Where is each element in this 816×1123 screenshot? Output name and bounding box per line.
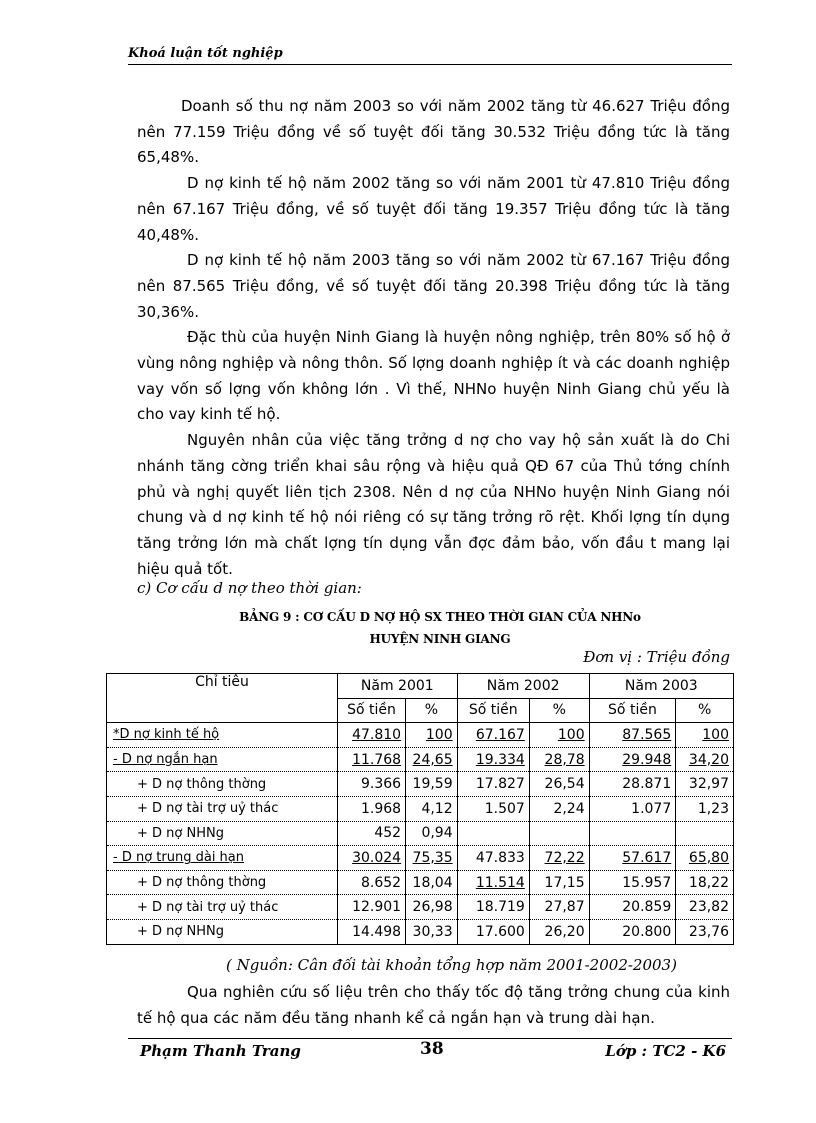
table-title xyxy=(180,606,700,650)
cell: 100 xyxy=(676,723,734,748)
cell xyxy=(589,821,676,846)
cell: 72,22 xyxy=(529,846,589,871)
cell: 24,65 xyxy=(406,747,458,772)
table-source: ( Nguồn: Cân đối tài khoản tổng hợp năm 2001-2002-2003) xyxy=(226,956,677,974)
cell: 18.719 xyxy=(457,895,529,920)
cell: 15.957 xyxy=(589,870,676,895)
cell: 17,15 xyxy=(529,870,589,895)
page-number: 38 xyxy=(420,1039,444,1059)
table-row xyxy=(107,846,734,871)
cell: 32,97 xyxy=(676,772,734,797)
cell: 65,80 xyxy=(676,846,734,871)
cell: 4,12 xyxy=(406,796,458,821)
table-row xyxy=(107,747,734,772)
paragraph: Đặc thù của huyện Ninh Giang là huyện nông nghiệp, trên 80% số hộ ở vùng nông nghiệp và nông thôn. Số lợng doanh nghiệp ít và các doanh nghiệp vay vốn số lợng vốn không lớn . Vì thế, NHNo huyện Ninh Giang chủ yếu là cho vay kinh tế hộ. xyxy=(137,328,730,424)
table-row xyxy=(107,919,734,944)
cell: 452 xyxy=(338,821,406,846)
cell: 57.617 xyxy=(589,846,676,871)
table-unit: Đơn vị : Triệu đồng xyxy=(583,648,730,666)
cell: 30,33 xyxy=(406,919,458,944)
cell xyxy=(457,821,529,846)
cell: 11.514 xyxy=(457,870,529,895)
cell: 75,35 xyxy=(406,846,458,871)
paragraph: Qua nghiên cứu số liệu trên cho thấy tốc độ tăng trởng chung của kinh tế hộ qua các năm đều tăng nhanh kể cả ngắn hạn và trung dài hạn. xyxy=(137,983,730,1027)
year-header: Năm 2002 xyxy=(457,674,589,699)
percent-header: % xyxy=(406,698,458,723)
percent-header: % xyxy=(529,698,589,723)
row-label: + D nợ tài trợ uỷ thác xyxy=(107,895,338,920)
cell: 47.833 xyxy=(457,846,529,871)
conclusion-text xyxy=(137,980,730,1031)
table-row xyxy=(107,796,734,821)
table-row xyxy=(107,870,734,895)
cell: 1.507 xyxy=(457,796,529,821)
row-label: *D nợ kinh tế hộ xyxy=(107,723,338,748)
cell: 9.366 xyxy=(338,772,406,797)
table-row xyxy=(107,821,734,846)
cell: 87.565 xyxy=(589,723,676,748)
row-label: + D nợ NHNg xyxy=(107,919,338,944)
cell: 1.077 xyxy=(589,796,676,821)
cell: 0,94 xyxy=(406,821,458,846)
row-label: + D nợ tài trợ uỷ thác xyxy=(107,796,338,821)
amount-header: Số tiền xyxy=(457,698,529,723)
page-header xyxy=(128,44,732,65)
cell: 26,20 xyxy=(529,919,589,944)
row-label: + D nợ NHNg xyxy=(107,821,338,846)
cell: 8.652 xyxy=(338,870,406,895)
cell: 17.600 xyxy=(457,919,529,944)
paragraph: D nợ kinh tế hộ năm 2002 tăng so với năm 2001 từ 47.810 Triệu đồng nên 67.167 Triệu đồng, về số tuyệt đối tăng 19.357 Triệu đồng tức là tăng 40,48%. xyxy=(137,174,730,244)
cell: 11.768 xyxy=(338,747,406,772)
cell: 12.901 xyxy=(338,895,406,920)
cell: 19,59 xyxy=(406,772,458,797)
cell: 67.167 xyxy=(457,723,529,748)
cell xyxy=(676,821,734,846)
paragraph: Doanh số thu nợ năm 2003 so với năm 2002 tăng từ 46.627 Triệu đồng nên 77.159 Triệu đồng về số tuyệt đối tăng 30.532 Triệu đồng tức là tăng 65,48%. xyxy=(137,97,730,167)
paragraph: D nợ kinh tế hộ năm 2003 tăng so với năm 2002 từ 67.167 Triệu đồng nên 87.565 Triệu đồng, về số tuyệt đối tăng 20.398 Triệu đồng tức là tăng 30,36%. xyxy=(137,251,730,321)
table-title-line2: HUYỆN NINH GIANG xyxy=(369,632,511,646)
cell: 18,22 xyxy=(676,870,734,895)
table-row xyxy=(107,772,734,797)
cell: 47.810 xyxy=(338,723,406,748)
row-label: - D nợ trung dài hạn xyxy=(107,846,338,871)
cell: 26,98 xyxy=(406,895,458,920)
cell: 14.498 xyxy=(338,919,406,944)
row-label: + D nợ thông thờng xyxy=(107,870,338,895)
cell: 28,78 xyxy=(529,747,589,772)
footer-class: Lớp : TC2 - K6 xyxy=(605,1042,726,1060)
cell: 27,87 xyxy=(529,895,589,920)
cell: 29.948 xyxy=(589,747,676,772)
footer-author: Phạm Thanh Trang xyxy=(140,1042,301,1060)
cell: 17.827 xyxy=(457,772,529,797)
table-title-line1: BẢNG 9 : CƠ CẤU D NỢ HỘ SX THEO THỜI GIAN CỦA NHNo xyxy=(239,610,641,624)
body-text xyxy=(137,94,730,582)
cell: 1,23 xyxy=(676,796,734,821)
year-header: Năm 2001 xyxy=(338,674,458,699)
row-label: - D nợ ngắn hạn xyxy=(107,747,338,772)
cell: 1.968 xyxy=(338,796,406,821)
row-label: + D nợ thông thờng xyxy=(107,772,338,797)
year-header: Năm 2003 xyxy=(589,674,733,699)
cell: 30.024 xyxy=(338,846,406,871)
amount-header: Số tiền xyxy=(589,698,676,723)
section-title: c) Cơ cấu d nợ theo thời gian: xyxy=(137,579,362,597)
cell: 20.859 xyxy=(589,895,676,920)
paragraph: Nguyên nhân của việc tăng trởng d nợ cho vay hộ sản xuất là do Chi nhánh tăng cờng triển khai sâu rộng và hiệu quả QĐ 67 của Thủ tớng chính phủ và nghị quyết liên tịch 2308. Nên d nợ của NHNo huyện Ninh Giang nói chung và d nợ kinh tế hộ nói riêng có sự tăng trởng rõ rệt. Khối lợng tín dụng tăng trởng lớn mà chất lợng tín dụng vẫn đợc đảm bảo, vốn đầu t mang lại hiệu quả tốt. xyxy=(137,431,730,578)
cell: 100 xyxy=(529,723,589,748)
amount-header: Số tiền xyxy=(338,698,406,723)
cell: 23,76 xyxy=(676,919,734,944)
table-row xyxy=(107,723,734,748)
cell: 18,04 xyxy=(406,870,458,895)
cell: 23,82 xyxy=(676,895,734,920)
percent-header: % xyxy=(676,698,734,723)
cell: 2,24 xyxy=(529,796,589,821)
cell: 20.800 xyxy=(589,919,676,944)
cell: 28.871 xyxy=(589,772,676,797)
col-label-header: Chỉ tiêu xyxy=(107,674,338,723)
header-title: Khoá luận tốt nghiệp xyxy=(128,46,283,61)
cell: 19.334 xyxy=(457,747,529,772)
cell xyxy=(529,821,589,846)
cell: 26,54 xyxy=(529,772,589,797)
data-table xyxy=(106,673,734,945)
table-header-row xyxy=(107,674,734,699)
table-row xyxy=(107,895,734,920)
cell: 100 xyxy=(406,723,458,748)
cell: 34,20 xyxy=(676,747,734,772)
